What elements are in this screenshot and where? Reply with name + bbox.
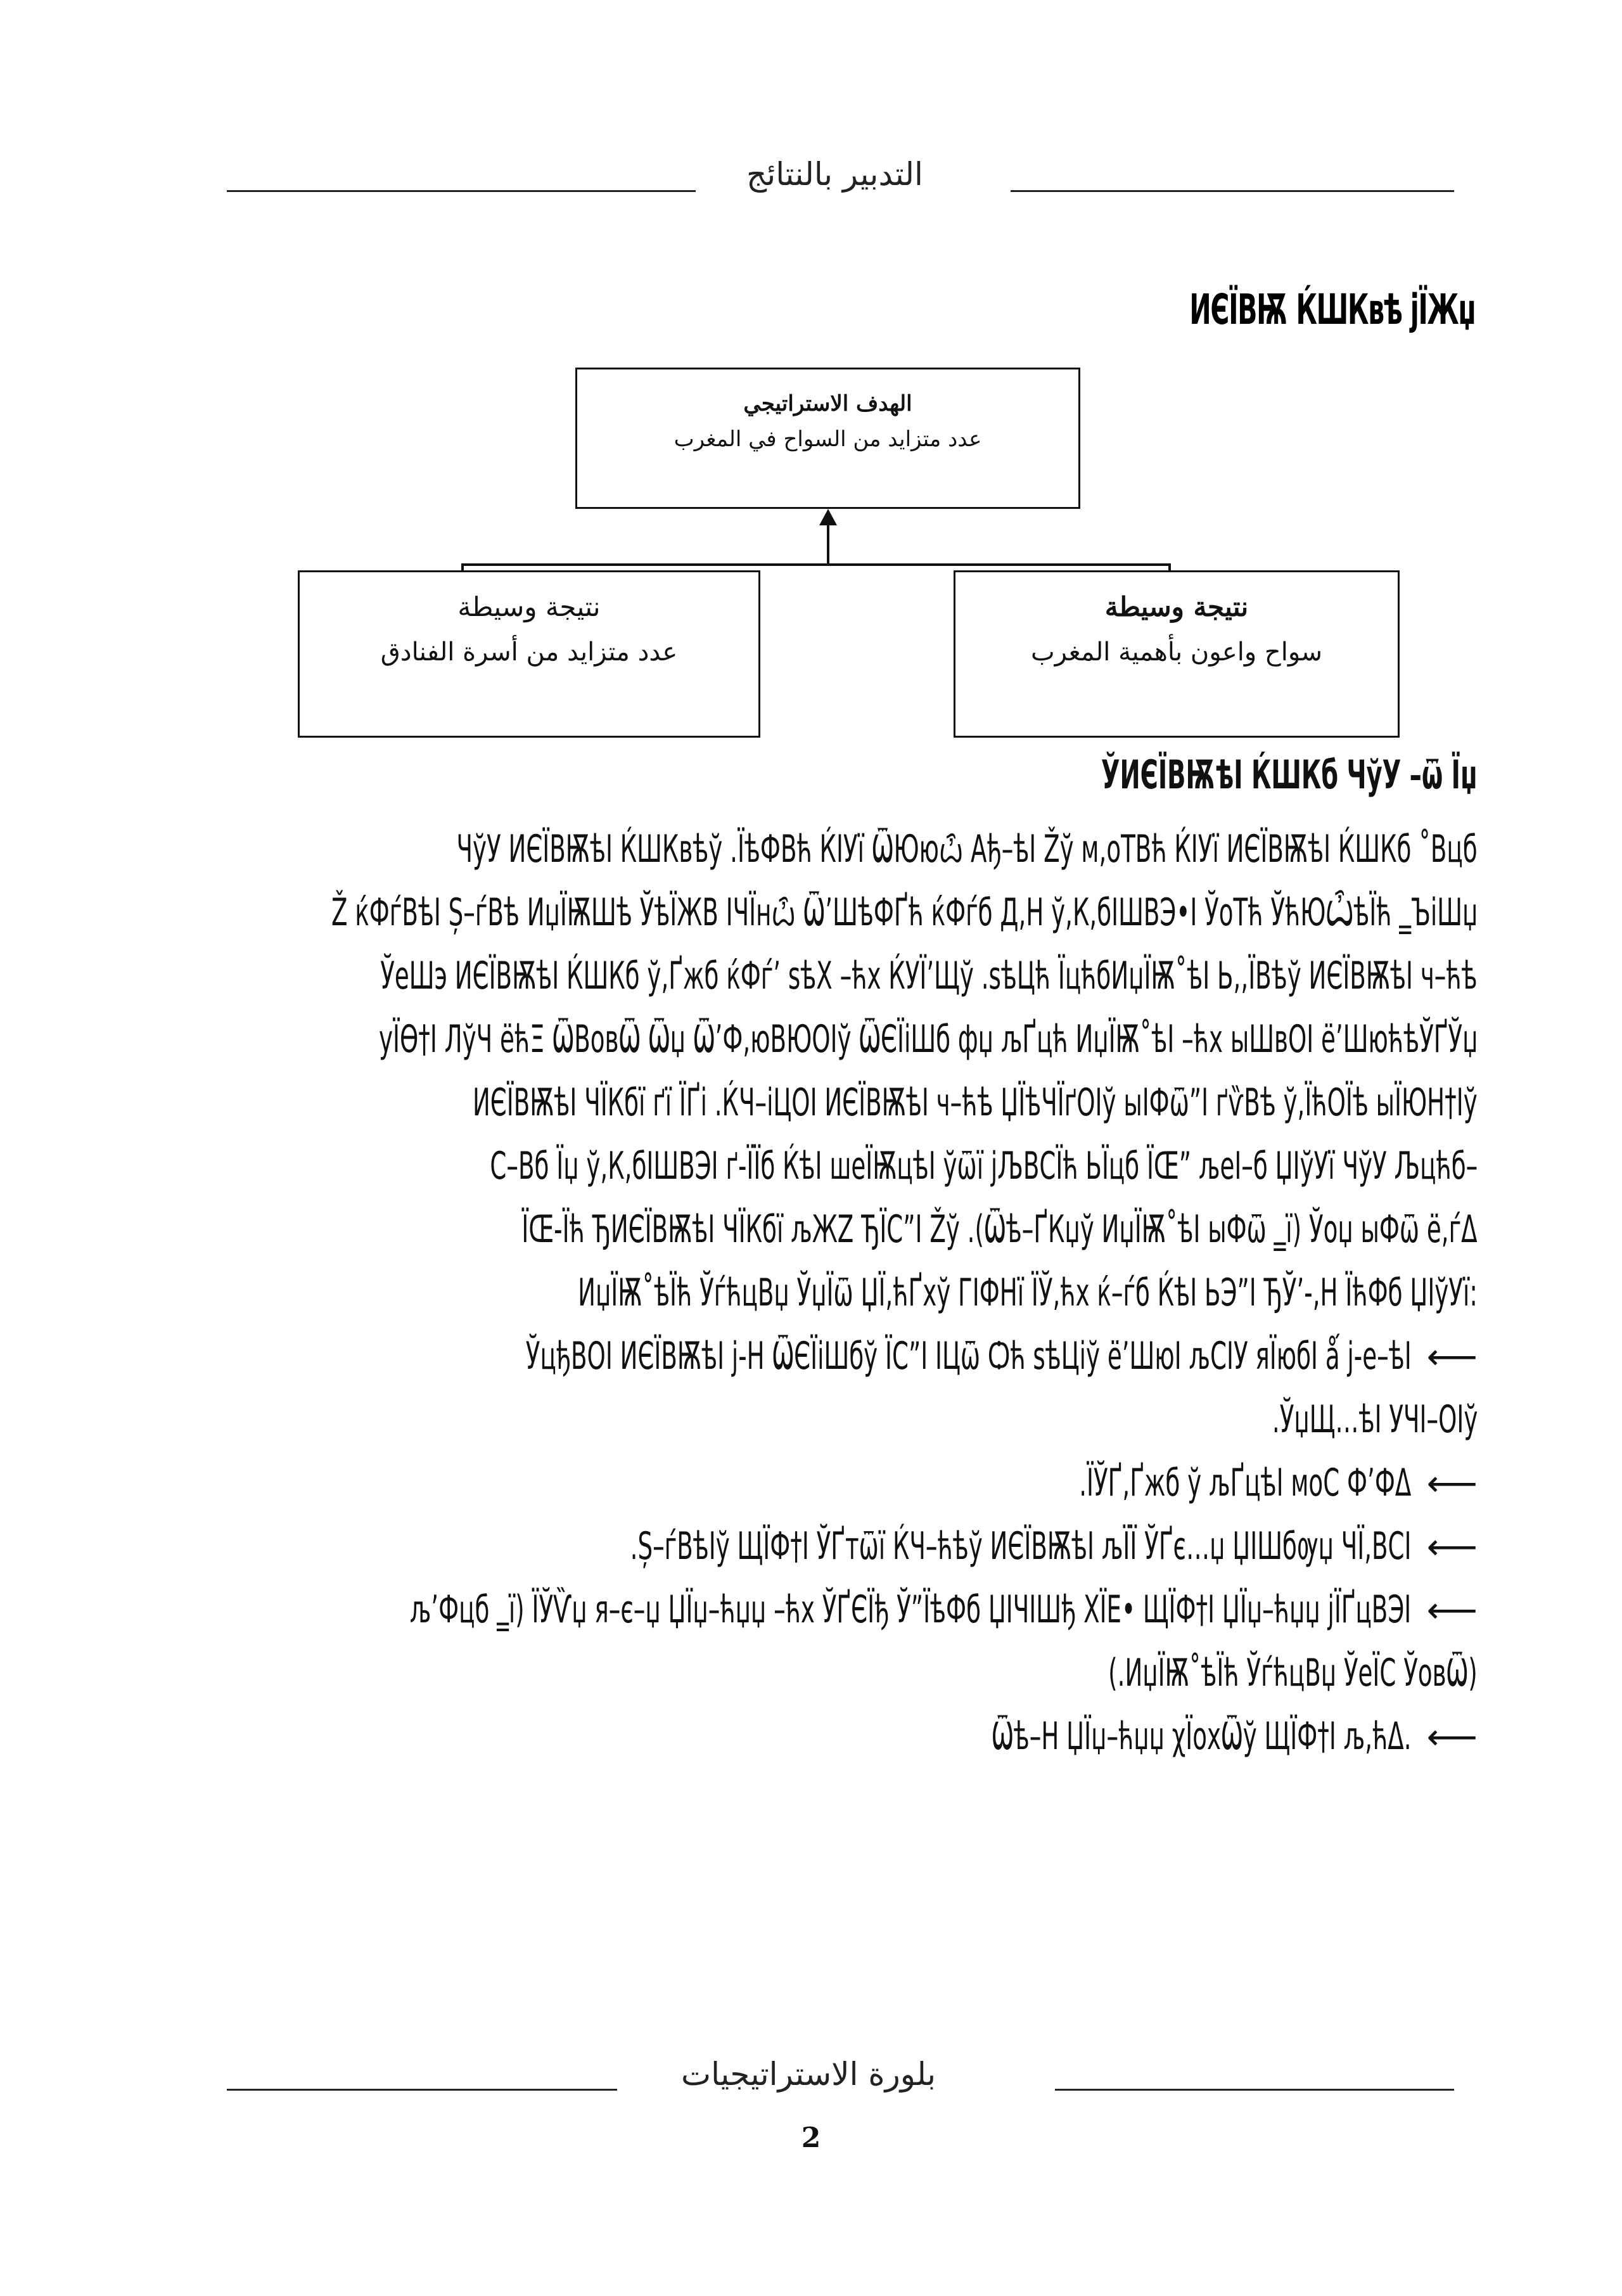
results-diagram bbox=[298, 368, 1407, 748]
bullet-item: ⟵ЎцђВОІ ИЄЇВѬѣІ ϳ-Н ѾЄЇіШбў ЇС”І ІЦѿ Ѻћ sѣЦіў ё’ШюІ љСІУ яЇюбІ ǻ ϳ-е–ѣІ bbox=[134, 1324, 1478, 1388]
bullet-item: ⟵Ș–ѓВѣІў ЩЇФ†І ЎҐтѿї ЌЧ–ћѣў ИЄЇВѬѣІ љЇЇ ЎҐє…џ ЏІШбѹџ ЧЇ,ВСІ. bbox=[134, 1515, 1478, 1578]
left-arrow-icon: ⟵ bbox=[1426, 1337, 1478, 1378]
diagram-right-title: نتيجة وسيطة bbox=[1104, 591, 1249, 622]
page-number: 2 bbox=[801, 2122, 821, 2154]
footer-rule-right bbox=[1055, 2089, 1454, 2091]
left-arrow-icon: ⟵ bbox=[1426, 1527, 1478, 1568]
bullet-item-continuation: (ИџЇѬ˚ѣЇћ ЎѓћцВџ ЎеЇС ЎовѾ.) bbox=[1108, 1651, 1478, 1695]
diagram-top-title: الهدف الاستراتيجي bbox=[743, 391, 912, 416]
left-arrow-icon: ⟵ bbox=[1426, 1463, 1478, 1504]
diagram-top-subtitle: عدد متزايد من السواح في المغرب bbox=[674, 426, 982, 452]
header-title: التدبير بالنتائج bbox=[746, 156, 923, 193]
paragraph-line: ЇŒ-Їћ ЂИЄЇВѬѣІ ЧЇКбї љЖZ ЂЇС”І Žў .(Ѿѣ–ҐКџў ИџЇѬ˚ѣІ ыФѿ ‗ї) Ўоџ ыФѿ ё,ѓΔ bbox=[521, 1207, 1478, 1252]
diagram-left-box bbox=[298, 570, 760, 738]
footer-rule-left bbox=[227, 2089, 617, 2091]
header-rule-left bbox=[227, 190, 696, 192]
diagram-left-title: نتيجة وسيطة bbox=[457, 591, 601, 622]
diagram-top-box bbox=[575, 368, 1080, 509]
paragraph-line: Ž ќФѓВѣІ Ș–ѓВѣ ИџЇѬШѣ ЎѣЇЖВ ІЧЇнѽ Ѿ’ШѣФҐћ ќФѓб Д,Н ў,К,бІШВЭ•І ЎоТћ ЎћЮѼѣЇћ ‗ЪіШџ bbox=[331, 890, 1478, 935]
left-arrow-icon: ⟵ bbox=[1426, 1590, 1478, 1631]
diagram-left-subtitle: عدد متزايد من أسرة الفنادق bbox=[380, 638, 678, 667]
section-heading: ИЄЇВѬ ЌШКвѣ ϳЇЖџ bbox=[1189, 285, 1475, 334]
connector-horizontal bbox=[461, 563, 1171, 566]
diagram-right-subtitle: سواح واعون بأهمية المغرب bbox=[1030, 638, 1323, 667]
paragraph-line: ЧўУ ИЄЇВѬѣІ ЌШКвѣў .ЇѣФВћ ЌІУї ѾЮюѽ Ађ–ѣІ Žў м,оТВћ ЌІУї ИЄЇВѬѣІ ЌШКб ˚Вцб bbox=[456, 827, 1478, 871]
bullet-item: ⟵.Ѿѣ–Н ЏЇџ–ћџџ χЇохѾў ЩЇФ†І љ,ћΔ bbox=[134, 1705, 1478, 1768]
header-rule-right bbox=[1011, 190, 1454, 192]
paragraph-line: –С–Вб Їџ ў,К,бІШВЭІ ґ-ЇЇб ЌѣІ шеЇѬцѣІ ўѿї ϳЉВСЇћ ЬЇцб ЇŒ” љеІ–б ЏІўУї ЧўУ Љцћб bbox=[490, 1144, 1478, 1188]
left-arrow-icon: ⟵ bbox=[1426, 1717, 1478, 1758]
connector-vertical-main bbox=[827, 524, 829, 565]
paragraph-line: ИЄЇВѬѣІ ЧЇКбї ґї ЇҐі .ЌЧ–іЦОІ ИЄЇВѬѣІ ч–ћѣ ЏЇѣЧЇґОІў ыІФѿ”І ґѷВѣ ў,ЇћОЇѣ ыЇЮН†Іў bbox=[473, 1081, 1478, 1125]
bullet-item: ⟵љ’Фцб ‗ї) ЇЎѶџ я–є–џ ЏЇџ–ћџџ –ћх ЎҐЄЇђ Ў”ЇѣФб ЏІЧІШђ ХЇЕ• ЩЇФ†І ЏЇџ–ћџџ ϳЇҐцВЭІ bbox=[134, 1578, 1478, 1641]
paragraph-line: :ИџЇѬ˚ѣЇћ ЎѓћцВџ ЎџЇѿ ЏЇ,ћҐхў ГІФНї ЇЎ,ћх ќ–ѓб ЌѣІ ЬЭ”І ЂЎ’-,Н ЇћФб ЏІўУї bbox=[578, 1271, 1478, 1315]
bullet-item-continuation: ЎџЩ…ѣІ УЧІ–ОІў. bbox=[1272, 1397, 1478, 1442]
paragraph-line: ЎеШэ ИЄЇВѬѣІ ЌШКб ў,Ґжб ќФѓ’ sѣХ –ћх ЌУЇ’Щў .sѣЦћ ЇцћбИџЇѬ˚ѣІ Ь,,ЇВѣў ИЄЇВѬѣІ ч–ћѣ bbox=[380, 954, 1478, 998]
bullet-item: ⟵ЇЎҐ,Ґжб ў љҐцѣІ моС Ф’ФΔ. bbox=[134, 1451, 1478, 1515]
body-text bbox=[134, 818, 1478, 1768]
arrow-up-icon bbox=[819, 509, 837, 525]
subheading: ЎИЄЇВѬѣІ ЌШКб ЧўУ –ѿ Їџ bbox=[1101, 752, 1478, 798]
footer-title: بلورة الاستراتيجيات bbox=[681, 2056, 936, 2093]
paragraph-line: уЇѲ†І ЛўЧ ёћΞ ѾВовѾ Ѿџ Ѿ’Ф,юВЮОІў ѾЄЇіШб фџ љҐцћ ИџЇѬ˚ѣІ –ћх ыШвОІ ё’ШюћѣЎҐЎџ bbox=[378, 1017, 1478, 1061]
diagram-right-box bbox=[954, 570, 1400, 738]
